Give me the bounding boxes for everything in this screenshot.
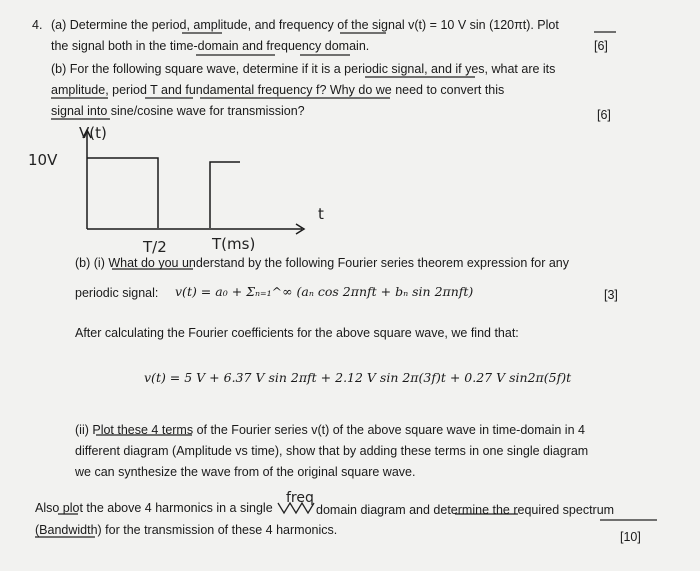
freq-handwritten-annotation: freq — [286, 490, 314, 506]
part-a-line-1: (a) Determine the period, amplitude, and frequency of the signal v(t) = 10 V sin (120πt). Plot — [51, 18, 559, 32]
part-a-line-2: the signal both in the time-domain and frequency domain. — [51, 39, 370, 53]
question-number: 4. — [32, 18, 43, 32]
part-bii-line-3: we can synthesize the wave from of the original square wave. — [75, 465, 416, 479]
part-bi-marks: [3] — [604, 288, 618, 302]
final-line-1-a: Also plot the above 4 harmonics in a single — [35, 501, 273, 515]
part-bi-line-1: (b) (i) What do you understand by the following Fourier series theorem expression for any — [75, 256, 569, 270]
t-axis-label: t — [318, 205, 324, 223]
part-bi-line-2-text: periodic signal: — [75, 286, 159, 300]
part-b-marks: [6] — [597, 108, 611, 122]
final-marks: [10] — [620, 530, 641, 544]
part-b-line-2: amplitude, period T and fundamental frequency f? Why do we need to convert this — [51, 83, 505, 97]
final-line-1-b: domain diagram and determine the required spectrum — [316, 503, 615, 517]
part-bii-line-2: different diagram (Amplitude vs time), show that by adding these terms in one single diagram — [75, 444, 589, 458]
amplitude-label: 10V — [28, 151, 58, 169]
part-bii-line-1: (ii) Plot these 4 terms of the Fourier series v(t) of the above square wave in time-domain in 4 — [75, 423, 585, 437]
final-line-2: (Bandwidth) for the transmission of these 4 harmonics. — [35, 523, 338, 537]
after-calculating-text: After calculating the Fourier coefficients for the above square wave, we find that: — [75, 326, 519, 340]
v-axis-label: V(t) — [79, 124, 107, 142]
fourier-formula: v(t) = a₀ + Σₙ₌₁^∞ (aₙ cos 2πnft + bₙ sin 2πnft) — [175, 284, 474, 299]
fourier-series-result: v(t) = 5 V + 6.37 V sin 2πft + 2.12 V sin 2π(3f)t + 0.27 V sin2π(5f)t — [144, 370, 572, 385]
period-label: T(ms) — [212, 235, 256, 253]
half-period-label: T/2 — [143, 238, 167, 256]
part-b-line-3: signal into sine/cosine wave for transmission? — [51, 104, 305, 118]
part-b-line-1: (b) For the following square wave, determine if it is a periodic signal, and if yes, what are its — [51, 62, 556, 76]
part-a-marks: [6] — [594, 39, 608, 53]
